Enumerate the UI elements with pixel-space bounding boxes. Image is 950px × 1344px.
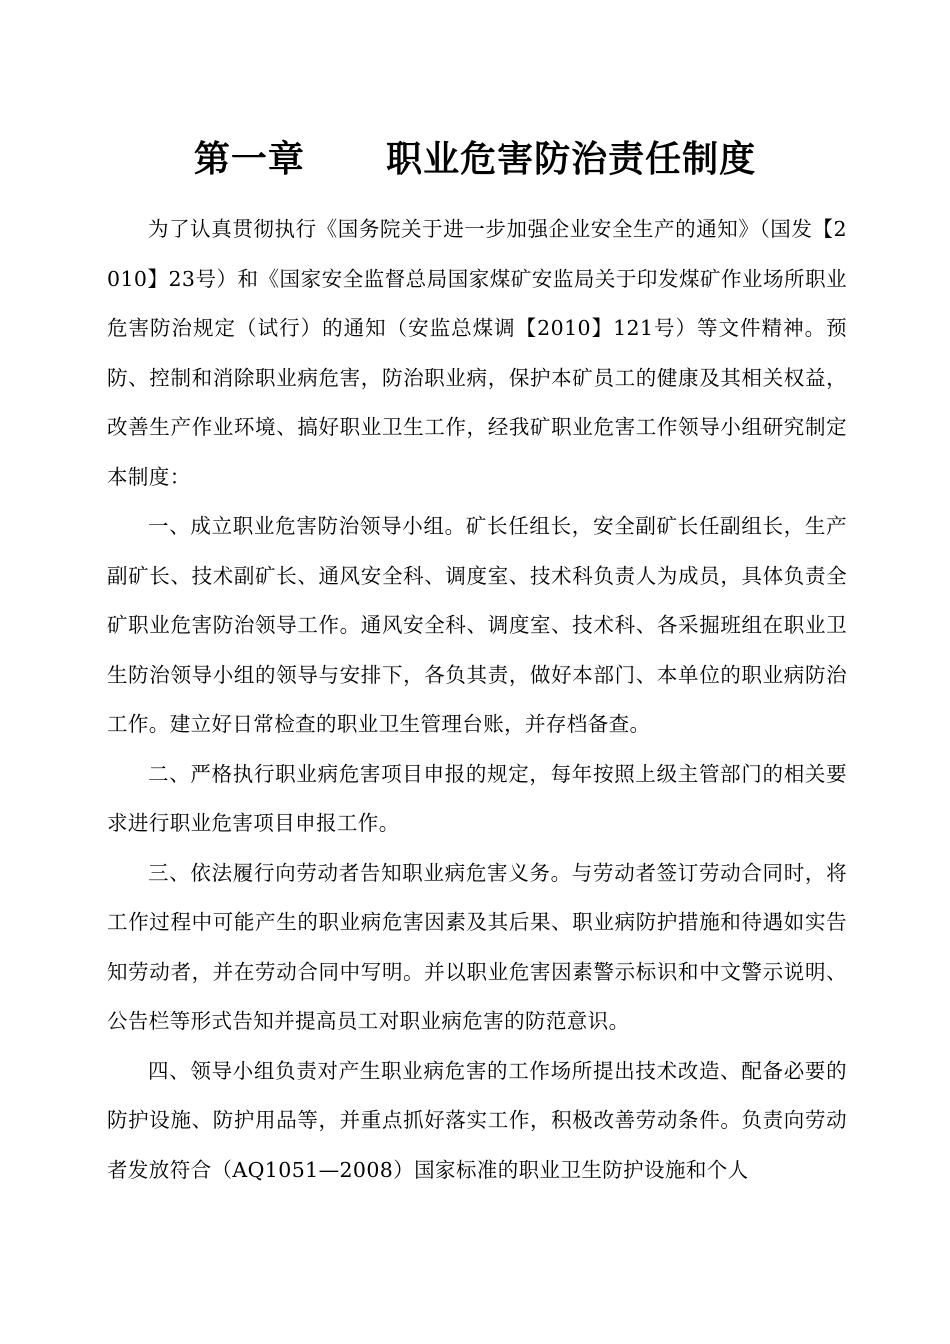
paragraph-item-2: 二、严格执行职业病危害项目申报的规定，每年按照上级主管部门的相关要求进行职业危害项目申报工作。 <box>107 761 847 835</box>
paragraph-item-3: 三、依法履行向劳动者告知职业病危害义务。与劳动者签订劳动合同时，将工作过程中可能产生的职业病危害因素及其后果、职业病防护措施和待遇如实告知劳动者，并在劳动合同中写明。并以职业危害因素警示标识和中文警示说明、公告栏等形式告知并提高员工对职业病危害的防范意识。 <box>107 860 847 1033</box>
paragraph-item-1: 一、成立职业危害防治领导小组。矿长任组长，安全副矿长任副组长，生产副矿长、技术副矿长、通风安全科、调度室、技术科负责人为成员，具体负责全矿职业危害防治领导工作。通风安全科、调度室、技术科、各采掘班组在职业卫生防治领导小组的领导与安排下，各负其责，做好本部门、本单位的职业病防治工作。建立好日常检查的职业卫生管理台账，并存档备查。 <box>107 514 847 736</box>
document-body <box>107 205 847 1195</box>
paragraph-item-4: 四、领导小组负责对产生职业病危害的工作场所提出技术改造、配备必要的防护设施、防护用品等，并重点抓好落实工作，积极改善劳动条件。负责向劳动者发放符合（AQ1051—2008）国家标准的职业卫生防护设施和个人 <box>107 1058 847 1182</box>
paragraph-intro: 为了认真贯彻执行《国务院关于进一步加强企业安全生产的通知》（国发【2010】23号）和《国家安全监督总局国家煤矿安监局关于印发煤矿作业场所职业危害防治规定（试行）的通知（安监总煤调【2010】121号）等文件精神。预防、控制和消除职业病危害，防治职业病，保护本矿员工的健康及其相关权益，改善生产作业环境、搞好职业卫生工作，经我矿职业危害工作领导小组研究制定本制度： <box>107 217 847 489</box>
chapter-title: 第一章 职业危害防治责任制度 <box>193 139 757 180</box>
